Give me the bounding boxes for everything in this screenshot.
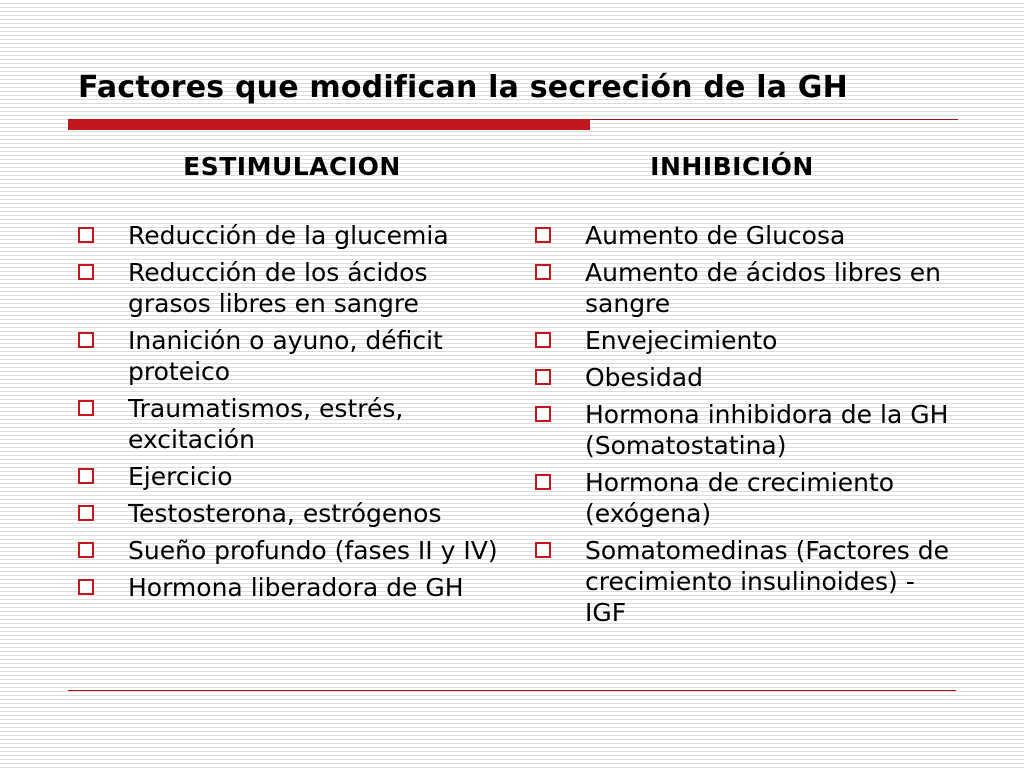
stimulation-item: [73, 325, 498, 387]
hollow-square-bullet-icon: [535, 332, 551, 348]
stimulation-heading: ESTIMULACION: [183, 152, 401, 181]
hollow-square-bullet-icon: [78, 332, 94, 348]
inhibition-item-text: Obesidad: [585, 363, 703, 392]
inhibition-list: [530, 220, 960, 634]
hollow-square-bullet-icon: [78, 542, 94, 558]
stimulation-item: [73, 572, 498, 603]
inhibition-item: [530, 535, 960, 628]
stimulation-item: [73, 535, 498, 566]
stimulation-item-text: Reducción de los ácidos grasos libres en sangre: [128, 258, 428, 318]
stimulation-item-text: Inanición o ayuno, déficit proteico: [128, 326, 443, 386]
hollow-square-bullet-icon: [78, 505, 94, 521]
stimulation-list: [73, 220, 498, 609]
hollow-square-bullet-icon: [78, 227, 94, 243]
inhibition-item: [530, 257, 960, 319]
hollow-square-bullet-icon: [535, 369, 551, 385]
slide-title: Factores que modifican la secreción de la GH: [78, 70, 848, 105]
inhibition-item-text: Aumento de ácidos libres en sangre: [585, 258, 941, 318]
inhibition-item: [530, 362, 960, 393]
inhibition-item: [530, 467, 960, 529]
inhibition-item: [530, 325, 960, 356]
stimulation-item: [73, 393, 498, 455]
stimulation-item-text: Reducción de la glucemia: [128, 221, 449, 250]
inhibition-item-text: Somatomedinas (Factores de crecimiento insulinoides) - IGF: [585, 536, 949, 627]
stimulation-item-text: Sueño profundo (fases II y IV): [128, 536, 498, 565]
inhibition-heading: INHIBICIÓN: [650, 152, 814, 181]
hollow-square-bullet-icon: [535, 227, 551, 243]
inhibition-item-text: Hormona de crecimiento (exógena): [585, 468, 895, 528]
hollow-square-bullet-icon: [535, 406, 551, 422]
inhibition-item-text: Envejecimiento: [585, 326, 778, 355]
stimulation-item-text: Traumatismos, estrés, excitación: [128, 394, 404, 454]
inhibition-item: [530, 399, 960, 461]
inhibition-item-text: Aumento de Glucosa: [585, 221, 846, 250]
hollow-square-bullet-icon: [535, 542, 551, 558]
hollow-square-bullet-icon: [78, 264, 94, 280]
title-underline-bar: [68, 119, 590, 130]
stimulation-item-text: Hormona liberadora de GH: [128, 573, 464, 602]
stimulation-item: [73, 257, 498, 319]
hollow-square-bullet-icon: [535, 474, 551, 490]
stimulation-item: [73, 498, 498, 529]
stimulation-item: [73, 220, 498, 251]
stimulation-item: [73, 461, 498, 492]
title-underline-line: [590, 119, 958, 120]
hollow-square-bullet-icon: [535, 264, 551, 280]
hollow-square-bullet-icon: [78, 468, 94, 484]
bottom-divider: [68, 690, 956, 691]
stimulation-item-text: Ejercicio: [128, 462, 233, 491]
inhibition-item-text: Hormona inhibidora de la GH (Somatostatina): [585, 400, 949, 460]
stimulation-item-text: Testosterona, estrógenos: [128, 499, 442, 528]
hollow-square-bullet-icon: [78, 400, 94, 416]
hollow-square-bullet-icon: [78, 579, 94, 595]
inhibition-item: [530, 220, 960, 251]
